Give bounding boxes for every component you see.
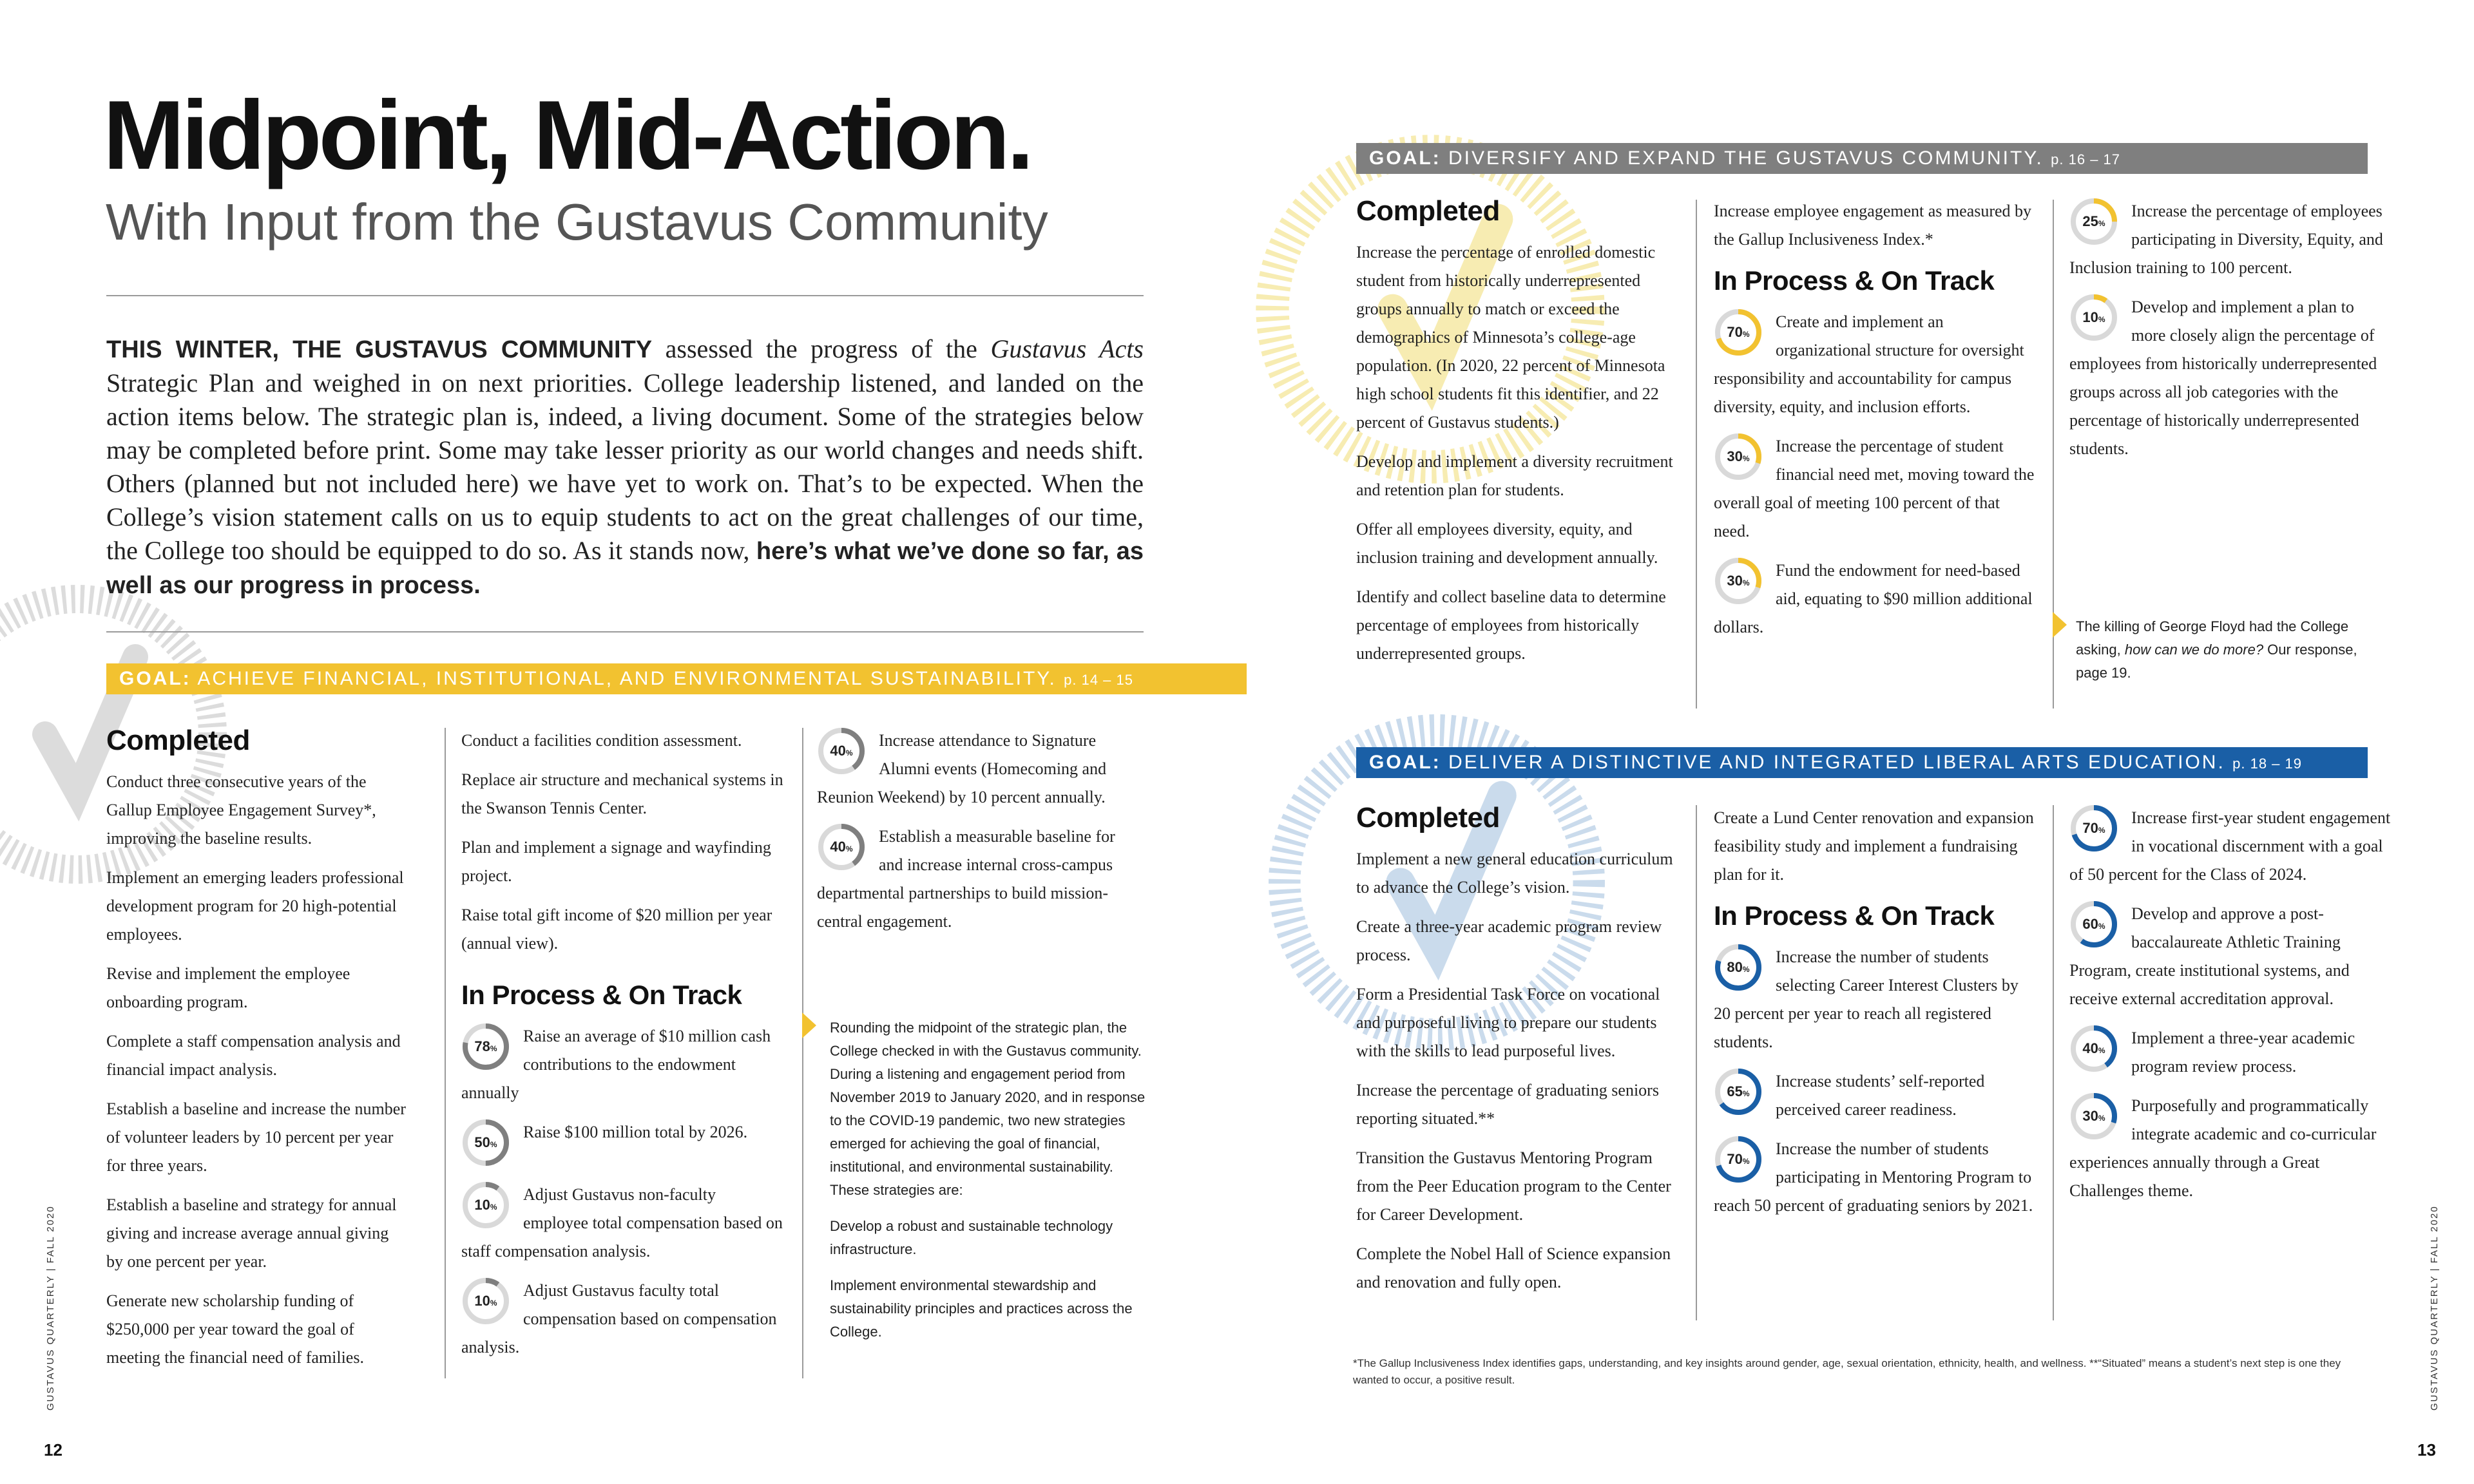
running-head-right: GUSTAVUS QUARTERLY | FALL 2020	[2429, 1205, 2440, 1411]
in-process-text: Adjust Gustavus non-faculty employee total compensation based on staff compensation analysis.	[461, 1185, 783, 1260]
progress-percent: 80	[1727, 959, 1743, 975]
goal-label: GOAL:	[119, 668, 191, 689]
goal3-title: DELIVER A DISTINCTIVE AND INTEGRATED LIBERAL ARTS EDUCATION.	[1448, 752, 2225, 773]
goal2-col2	[1714, 197, 2036, 652]
progress-percent: 70	[1727, 1151, 1743, 1167]
completed-item: Identify and collect baseline data to determine percentage of employees from historically underrepresented groups.	[1356, 587, 1666, 663]
completed-item: Increase the percentage of graduating seniors reporting situated.**	[1356, 1081, 1659, 1128]
completed-item: Establish a baseline and increase the number of volunteer leaders by 10 percent per year for three years.	[106, 1099, 406, 1175]
in-process-item	[1714, 308, 2036, 421]
goal1-callout-strategy-2: Implement environmental stewardship and sustainability principles and practices across the College.	[830, 1277, 1133, 1340]
in-process-item	[1714, 432, 2036, 546]
progress-percent: 40	[2082, 1040, 2098, 1056]
completed-item: Increase the percentage of enrolled domestic student from historically underrepresented groups annually to match or exceed the demographics of Minnesota’s college-age population. (In 2020, 22 percent of Minnesota high school students fit this identifier, and 22 percent of Gustavus students.)	[1356, 243, 1665, 432]
progress-percent: 50	[474, 1134, 490, 1150]
intro-italic: Gustavus Acts	[990, 334, 1144, 363]
in-process-text: Adjust Gustavus faculty total compensation based on compensation analysis.	[461, 1281, 777, 1356]
progress-percent: 70	[1727, 324, 1743, 340]
in-process-item	[461, 1022, 783, 1107]
intro-paragraph	[106, 332, 1144, 602]
completed-item: Create a three-year academic program review process.	[1356, 917, 1662, 964]
progress-ring-icon: 40%	[817, 727, 866, 775]
goal1-completed-heading: Completed	[106, 725, 250, 756]
in-process-item	[2069, 804, 2392, 889]
goal1-bar	[106, 663, 1247, 694]
callout-arrow-icon	[802, 1013, 816, 1038]
goal2-callout-text: The killing of George Floyd had the College asking,	[2076, 618, 2349, 658]
progress-percent: 78	[474, 1038, 490, 1054]
completed-item: Create a Lund Center renovation and expansion feasibility study and implement a fundraising plan for it.	[1714, 808, 2034, 884]
goal1-title: ACHIEVE FINANCIAL, INSTITUTIONAL, AND ENVIRONMENTAL SUSTAINABILITY.	[197, 668, 1057, 689]
progress-ring-icon: 40%	[2069, 1024, 2118, 1073]
progress-percent: 10	[2082, 309, 2098, 325]
goal3-inprocess-heading: In Process & On Track	[1714, 900, 1995, 931]
in-process-text: Raise an average of $10 million cash contributions to the endowment annually	[461, 1027, 771, 1102]
progress-percent: 65	[1727, 1083, 1743, 1099]
completed-item: Replace air structure and mechanical systems in the Swanson Tennis Center.	[461, 770, 783, 817]
goal1-col3	[817, 727, 1139, 947]
in-process-text: Purposefully and programmatically integrate academic and co-curricular experiences annually through a Great Challenges theme.	[2069, 1096, 2377, 1200]
in-process-text: Develop and implement a plan to more closely align the percentage of employees from historically underrepresented groups across all job categories with the percentage of historically underrepresented students.	[2069, 298, 2377, 458]
progress-percent: 30	[1727, 573, 1743, 589]
callout-arrow-icon	[2053, 612, 2067, 638]
progress-ring-icon: 30%	[2069, 1092, 2118, 1141]
in-process-text: Establish a measurable baseline for and increase internal cross-campus departmental partnerships to build mission-central engagement.	[817, 827, 1115, 931]
goal2-col1	[1356, 197, 1678, 679]
footnote: *The Gallup Inclusiveness Index identifies gaps, understanding, and key insights around gender, age, sexual orientation, ethnicity, health, and wellness. **“Situated” means a student’s next step is one they wanted to occur, a positive result.	[1353, 1357, 2341, 1386]
goal2-callout-page: Our response, page 19.	[2076, 642, 2357, 681]
progress-percent: 40	[830, 743, 846, 759]
progress-percent: 40	[830, 839, 846, 855]
page-subtitle: With Input from the Gustavus Community	[106, 193, 1048, 251]
in-process-item	[2069, 197, 2392, 282]
intro-rule	[106, 631, 1144, 633]
completed-item: Implement a new general education curriculum to advance the College’s vision.	[1356, 850, 1673, 897]
in-process-item	[461, 1181, 783, 1266]
goal2-completed-heading: Completed	[1356, 195, 1500, 227]
progress-percent: 25	[2082, 213, 2098, 229]
progress-percent: 30	[2082, 1108, 2098, 1124]
goal1-col2	[461, 727, 783, 1373]
in-process-item	[2069, 1024, 2392, 1081]
completed-item: Complete a staff compensation analysis and financial impact analysis.	[106, 1032, 401, 1079]
in-process-text: Develop and approve a post-baccalaureate Athletic Training Program, create institutional systems, and receive external accreditation approval.	[2069, 904, 2350, 1008]
goal2-col3	[2069, 197, 2392, 474]
progress-percent: 10	[474, 1293, 490, 1309]
in-process-item	[2069, 1092, 2392, 1205]
progress-ring-icon: 70%	[1714, 1135, 1763, 1184]
in-process-text: Create and implement an organizational structure for oversight responsibility and accountability for campus diversity, equity, and inclusion efforts.	[1714, 312, 2024, 416]
progress-ring-icon: 70%	[2069, 804, 2118, 853]
progress-ring-icon: 65%	[1714, 1067, 1763, 1116]
title-rule	[106, 295, 1144, 296]
goal1-col1	[106, 727, 406, 1383]
progress-ring-icon: 78%	[461, 1022, 510, 1071]
goal2-callout-italic: how can we do more?	[2124, 642, 2264, 658]
completed-item: Revise and implement the employee onboarding program.	[106, 964, 350, 1011]
goal3-bar	[1356, 747, 2368, 778]
in-process-item	[817, 823, 1139, 936]
progress-ring-icon: 30%	[1714, 556, 1763, 605]
in-process-item	[1714, 556, 2036, 642]
in-process-text: Increase attendance to Signature Alumni events (Homecoming and Reunion Weekend) by 10 percent annually.	[817, 731, 1107, 806]
in-process-item	[2069, 293, 2392, 463]
in-process-item	[817, 727, 1139, 812]
in-process-item	[1714, 1067, 2036, 1124]
in-process-text: Increase the number of students selecting Career Interest Clusters by 20 percent per year to reach all registered students.	[1714, 947, 2019, 1051]
progress-percent: 30	[1727, 448, 1743, 464]
progress-percent: 60	[2082, 916, 2098, 932]
in-process-text: Implement a three-year academic program review process.	[2131, 1029, 2355, 1076]
intro-text-2: Strategic Plan and weighed in on next priorities. College leadership listened, and landed on the action items below. The strategic plan is, indeed, a living document. Some of the strategies below may be completed before print. Some may take lesser priority as our world changes and needs shift. Others (planned but not included here) we have yet to work on. That’s to be expected. When the College’s vision statement calls on us to equip students to act on the great challenges of our time, the College too should be equipped to do so. As it stands now,	[106, 368, 1144, 565]
goal1-divider-2	[802, 728, 803, 1378]
goal2-inprocess-heading: In Process & On Track	[1714, 265, 1995, 296]
in-process-text: Raise $100 million total by 2026.	[523, 1123, 748, 1141]
intro-bold-end: here’s what we’ve done so far, as well as our progress in process.	[106, 538, 1144, 599]
completed-item: Raise total gift income of $20 million per year (annual view).	[461, 906, 772, 953]
goal3-col1	[1356, 804, 1678, 1308]
goal1-callout-intro: Rounding the midpoint of the strategic plan, the College checked in with the Gustavus community. During a listening and engagement period from November 2019 to January 2020, and in response to the COVID-19 pandemic, two new strategies emerged for achieving the goal of financial, institutional, and environmental sustainability. These strategies are:	[830, 1020, 1146, 1198]
intro-text-1: assessed the progress of the	[652, 334, 991, 363]
goal-label: GOAL:	[1369, 147, 1441, 169]
goal1-divider-1	[445, 728, 446, 1378]
goal-label: GOAL:	[1369, 752, 1441, 773]
completed-item: Establish a baseline and strategy for annual giving and increase average annual giving by one percent per year.	[106, 1195, 397, 1271]
goal3-col3	[2069, 804, 2392, 1216]
goal1-callout-strategy-1: Develop a robust and sustainable technology infrastructure.	[830, 1218, 1113, 1257]
in-process-item	[461, 1118, 783, 1170]
in-process-text: Fund the endowment for need-based aid, equating to $90 million additional dollars.	[1714, 561, 2033, 636]
goal3-divider-1	[1696, 805, 1697, 1320]
completed-item: Form a Presidential Task Force on vocational and purposeful living to prepare our students with the skills to lead purposeful lives.	[1356, 985, 1660, 1060]
progress-ring-icon: 80%	[1714, 943, 1763, 992]
completed-item: Transition the Gustavus Mentoring Program from the Peer Education program to the Center for Career Development.	[1356, 1148, 1671, 1224]
goal2-callout	[2076, 615, 2385, 685]
completed-item: Generate new scholarship funding of $250,000 per year toward the goal of meeting the financial need of families.	[106, 1291, 364, 1367]
folio-right: 13	[2417, 1440, 2436, 1460]
running-head-left: GUSTAVUS QUARTERLY | FALL 2020	[45, 1205, 56, 1411]
in-process-text: Increase the percentage of student financial need met, moving toward the overall goal of meeting 100 percent of that need.	[1714, 437, 2035, 540]
goal2-bar	[1356, 143, 2368, 174]
goal1-inprocess-heading: In Process & On Track	[461, 980, 742, 1010]
progress-ring-icon: 25%	[2069, 197, 2118, 246]
in-process-item	[2069, 900, 2392, 1013]
progress-ring-icon: 30%	[1714, 432, 1763, 481]
page-title: Midpoint, Mid-Action.	[103, 81, 1031, 190]
intro-lead: THIS WINTER, THE GUSTAVUS COMMUNITY	[106, 336, 653, 363]
in-process-text: Increase first-year student engagement in vocational discernment with a goal of 50 percent for the Class of 2024.	[2069, 808, 2391, 884]
goal3-col2	[1714, 804, 2036, 1231]
progress-ring-icon: 10%	[2069, 293, 2118, 342]
goal3-completed-heading: Completed	[1356, 802, 1500, 833]
folio-left: 12	[44, 1440, 62, 1460]
goal3-pages: p. 18 – 19	[2232, 756, 2303, 772]
in-process-text: Increase the percentage of employees participating in Diversity, Equity, and Inclusion training to 100 percent.	[2069, 202, 2383, 277]
goal2-divider-1	[1696, 200, 1697, 709]
in-process-item	[1714, 1135, 2036, 1220]
progress-ring-icon: 60%	[2069, 900, 2118, 949]
goal2-pages: p. 16 – 17	[2051, 151, 2121, 167]
progress-ring-icon: 10%	[461, 1181, 510, 1230]
progress-ring-icon: 50%	[461, 1118, 510, 1167]
completed-item: Plan and implement a signage and wayfinding project.	[461, 838, 771, 885]
in-process-text: Increase students’ self-reported perceived career readiness.	[1776, 1072, 1985, 1119]
progress-percent: 70	[2082, 820, 2098, 836]
in-process-item	[461, 1277, 783, 1362]
completed-item: Offer all employees diversity, equity, and inclusion training and development annually.	[1356, 520, 1658, 567]
completed-item: Implement an emerging leaders professional development program for 20 high-potential employees.	[106, 868, 404, 944]
progress-percent: 10	[474, 1197, 490, 1213]
in-process-item	[1714, 943, 2036, 1056]
goal3-divider-2	[2053, 805, 2054, 1320]
completed-item: Increase employee engagement as measured by the Gallup Inclusiveness Index.*	[1714, 202, 2032, 249]
completed-item: Complete the Nobel Hall of Science expansion and renovation and fully open.	[1356, 1244, 1671, 1291]
progress-ring-icon: 70%	[1714, 308, 1763, 357]
completed-item: Conduct a facilities condition assessment.	[461, 731, 742, 750]
goal1-callout	[830, 1016, 1152, 1356]
completed-item: Develop and implement a diversity recruitment and retention plan for students.	[1356, 452, 1673, 499]
in-process-text: Increase the number of students participating in Mentoring Program to reach 50 percent of graduating seniors by 2021.	[1714, 1139, 2033, 1215]
completed-item: Conduct three consecutive years of the Gallup Employee Engagement Survey*, improving the baseline results.	[106, 772, 376, 848]
progress-ring-icon: 10%	[461, 1277, 510, 1326]
goal2-title: DIVERSIFY AND EXPAND THE GUSTAVUS COMMUNITY.	[1448, 147, 2044, 169]
goal1-pages: p. 14 – 15	[1064, 672, 1134, 688]
progress-ring-icon: 40%	[817, 823, 866, 871]
